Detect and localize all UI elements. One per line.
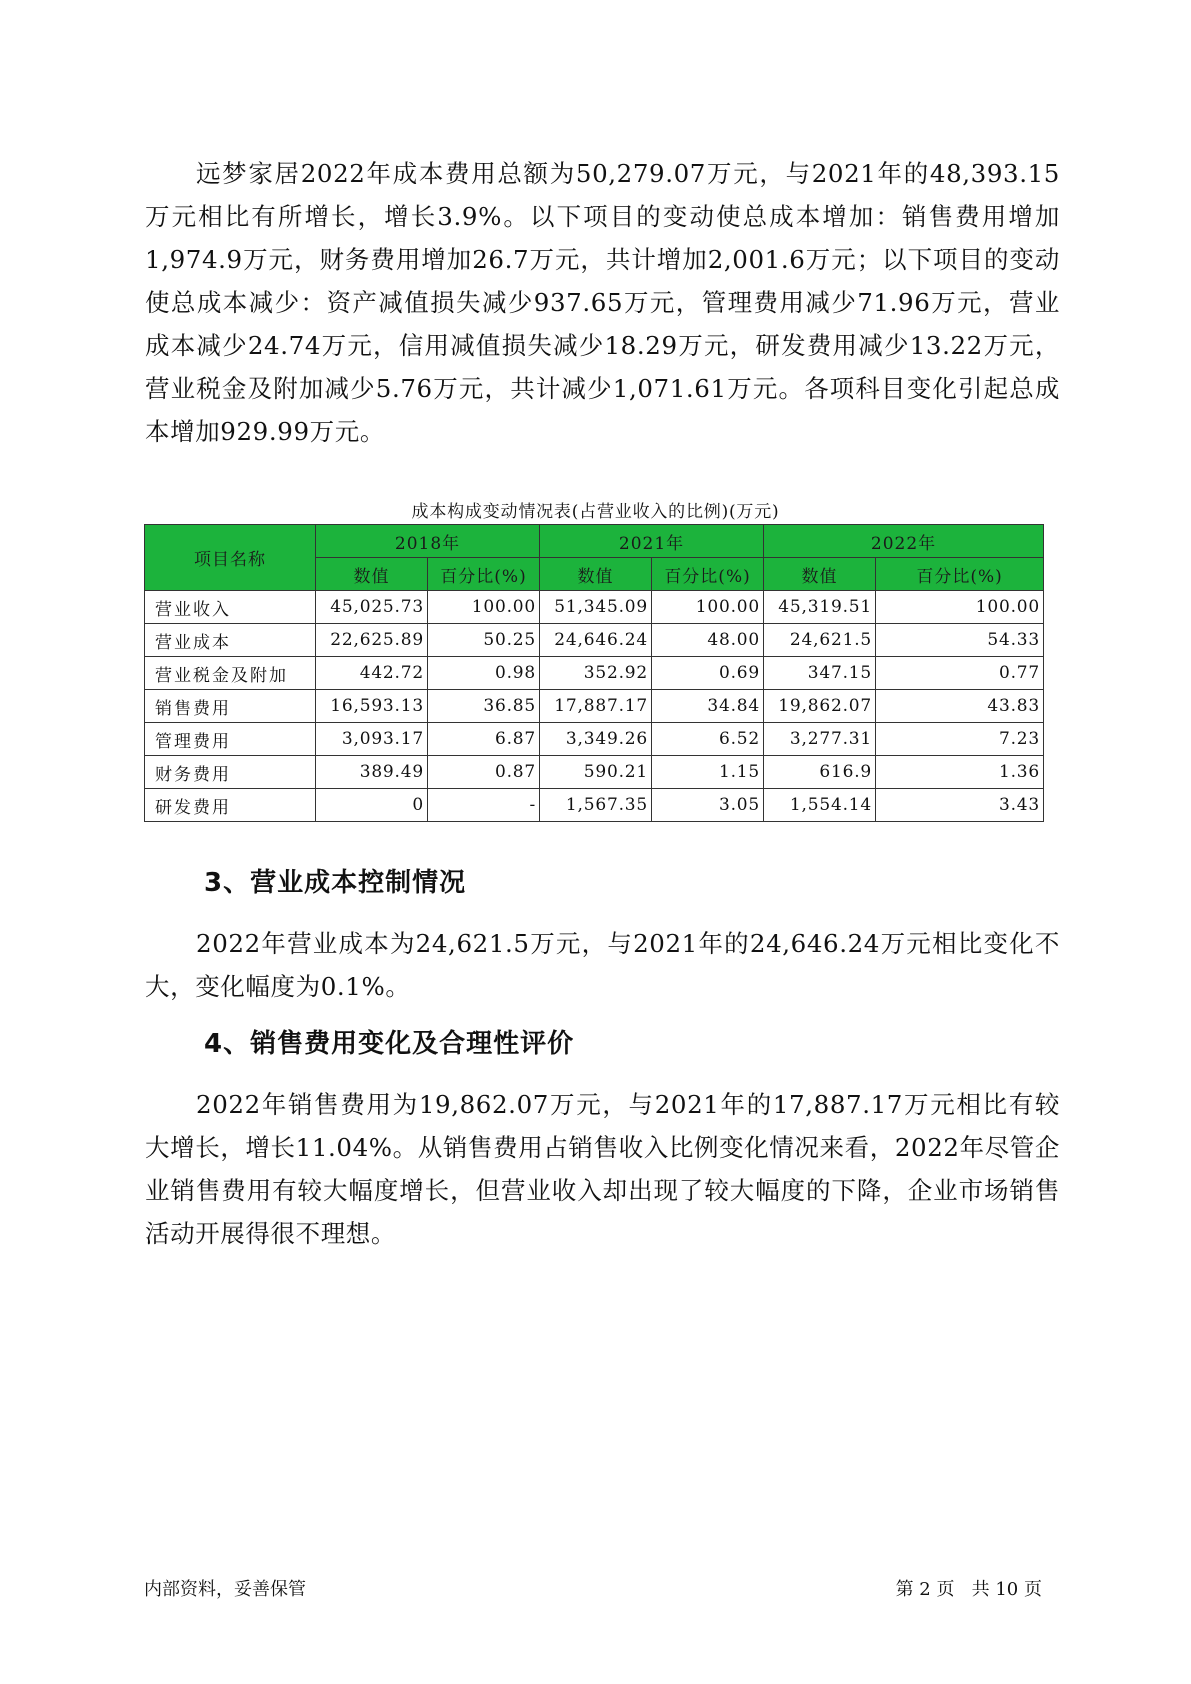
cell-value: 0 xyxy=(316,789,428,822)
cell-percent: 7.23 xyxy=(876,723,1044,756)
year-header-2021: 2021年 xyxy=(540,525,764,558)
row-item-name: 销售费用 xyxy=(145,690,316,723)
intro-paragraph: 远梦家居2022年成本费用总额为50,279.07万元，与2021年的48,393.15万元相比有所增长，增长3.9%。以下项目的变动使总成本增加：销售费用增加1,974.9万元，财务费用增加26.7万元，共计增加2,001.6万元；以下项目的变动使总成本减少：资产减值损失减少937.65万元，管理费用减少71.96万元，营业成本减少24.74万元，信用减值损失减少18.29万元，研发费用减少13.22万元，营业税金及附加减少5.76万元，共计减少1,071.61万元。各项科目变化引起总成本增加929.99万元。 xyxy=(145,159,1060,446)
cell-value: 51,345.09 xyxy=(540,591,652,624)
table-row xyxy=(145,690,1044,723)
cell-percent: 100.00 xyxy=(428,591,540,624)
cell-value: 17,887.17 xyxy=(540,690,652,723)
cell-value: 3,349.26 xyxy=(540,723,652,756)
cell-percent: - xyxy=(428,789,540,822)
cell-percent: 48.00 xyxy=(652,624,764,657)
item-name-header: 项目名称 xyxy=(145,525,316,591)
cell-percent: 54.33 xyxy=(876,624,1044,657)
cell-value: 19,862.07 xyxy=(764,690,876,723)
table-row xyxy=(145,789,1044,822)
cell-percent: 43.83 xyxy=(876,690,1044,723)
cell-value: 24,646.24 xyxy=(540,624,652,657)
cell-percent: 100.00 xyxy=(876,591,1044,624)
table-header-row xyxy=(145,525,1044,558)
cell-value: 352.92 xyxy=(540,657,652,690)
table-row xyxy=(145,591,1044,624)
cell-value: 1,554.14 xyxy=(764,789,876,822)
row-item-name: 营业成本 xyxy=(145,624,316,657)
section-heading-sales-expense: 4、销售费用变化及合理性评价 xyxy=(204,1029,575,1059)
cell-percent: 36.85 xyxy=(428,690,540,723)
cell-percent: 0.77 xyxy=(876,657,1044,690)
cell-percent: 1.36 xyxy=(876,756,1044,789)
value-header: 数值 xyxy=(316,558,428,591)
cell-value: 1,567.35 xyxy=(540,789,652,822)
row-item-name: 营业税金及附加 xyxy=(145,657,316,690)
cell-percent: 0.87 xyxy=(428,756,540,789)
footer-page-number: 第 2 页 共 10 页 xyxy=(895,1579,1042,1600)
year-header-2018: 2018年 xyxy=(316,525,540,558)
row-item-name: 营业收入 xyxy=(145,591,316,624)
table-caption: 成本构成变动情况表(占营业收入的比例)(万元) xyxy=(411,502,780,522)
cell-percent: 1.15 xyxy=(652,756,764,789)
table-row xyxy=(145,624,1044,657)
percent-header: 百分比(%) xyxy=(652,558,764,591)
cost-control-paragraph: 2022年营业成本为24,621.5万元，与2021年的24,646.24万元相比变化不大，变化幅度为0.1%。 xyxy=(145,929,1060,1001)
footer-confidential-note: 内部资料，妥善保管 xyxy=(144,1579,306,1600)
cell-value: 45,025.73 xyxy=(316,591,428,624)
cell-value: 389.49 xyxy=(316,756,428,789)
cell-percent: 34.84 xyxy=(652,690,764,723)
section-heading-cost-control: 3、营业成本控制情况 xyxy=(204,868,467,898)
cell-value: 45,319.51 xyxy=(764,591,876,624)
sales-expense-paragraph: 2022年销售费用为19,862.07万元，与2021年的17,887.17万元相比有较大增长，增长11.04%。从销售费用占销售收入比例变化情况来看，2022年尽管企业销售费用有较大幅度增长，但营业收入却出现了较大幅度的下降，企业市场销售活动开展得很不理想。 xyxy=(145,1090,1060,1248)
table-row xyxy=(145,657,1044,690)
row-item-name: 管理费用 xyxy=(145,723,316,756)
row-item-name: 财务费用 xyxy=(145,756,316,789)
cell-value: 24,621.5 xyxy=(764,624,876,657)
table-row xyxy=(145,756,1044,789)
cell-percent: 0.98 xyxy=(428,657,540,690)
year-header-2022: 2022年 xyxy=(764,525,1044,558)
cell-percent: 6.52 xyxy=(652,723,764,756)
cell-value: 347.15 xyxy=(764,657,876,690)
cell-percent: 3.05 xyxy=(652,789,764,822)
cell-percent: 0.69 xyxy=(652,657,764,690)
cost-structure-table xyxy=(144,524,1044,822)
cell-value: 590.21 xyxy=(540,756,652,789)
cell-value: 22,625.89 xyxy=(316,624,428,657)
cell-percent: 6.87 xyxy=(428,723,540,756)
cell-value: 442.72 xyxy=(316,657,428,690)
percent-header: 百分比(%) xyxy=(876,558,1044,591)
cell-percent: 3.43 xyxy=(876,789,1044,822)
cell-percent: 100.00 xyxy=(652,591,764,624)
cell-value: 3,277.31 xyxy=(764,723,876,756)
cell-percent: 50.25 xyxy=(428,624,540,657)
row-item-name: 研发费用 xyxy=(145,789,316,822)
percent-header: 百分比(%) xyxy=(428,558,540,591)
cell-value: 616.9 xyxy=(764,756,876,789)
cell-value: 3,093.17 xyxy=(316,723,428,756)
table-row xyxy=(145,723,1044,756)
value-header: 数值 xyxy=(540,558,652,591)
value-header: 数值 xyxy=(764,558,876,591)
cell-value: 16,593.13 xyxy=(316,690,428,723)
